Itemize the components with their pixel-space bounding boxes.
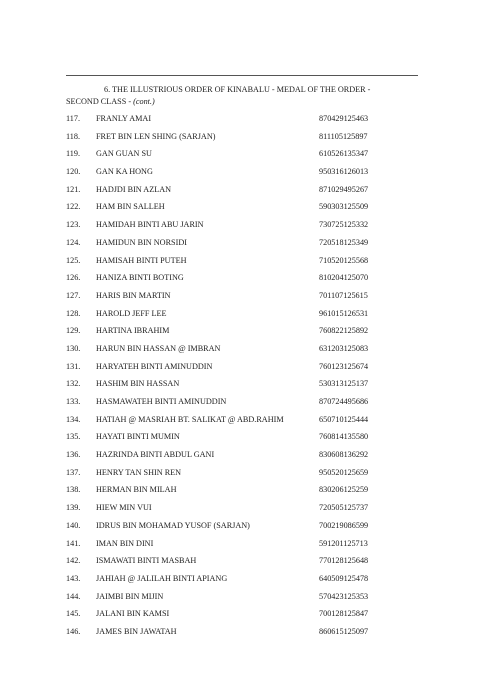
entry-number: 122. [66,202,81,212]
entry-number: 130. [66,343,81,353]
recipient-name: JAIMBI BIN MIJIN [96,591,164,601]
entry-number: 135. [66,432,81,442]
list-item [66,128,418,146]
list-item [66,322,418,340]
ic-number: 871029495267 [319,184,369,194]
recipient-name: FRET BIN LEN SHING (SARJAN) [96,131,216,141]
heading-line-2 [66,96,418,108]
recipient-name: ISMAWATI BINTI MASBAH [96,556,197,566]
recipient-name: HADJDI BIN AZLAN [96,184,172,194]
recipient-name: GAN KA HONG [96,167,153,177]
list-item [66,552,418,570]
recipient-name: IDRUS BIN MOHAMAD YUSOF (SARJAN) [96,520,250,530]
entry-number: 141. [66,538,81,548]
heading-line-2-text: SECOND CLASS - [66,97,134,106]
entry-number: 127. [66,290,81,300]
recipient-name: GAN GUAN SU [96,149,152,159]
ic-number: 870429125463 [319,114,369,123]
recipient-name: JAHIAH @ JALILAH BINTI APIANG [96,573,228,583]
ic-number: 810204125070 [319,273,369,283]
list-item [66,375,418,393]
recipient-name: HANIZA BINTI BOTING [96,273,184,283]
entry-number: 128. [66,308,81,318]
ic-number: 701107125615 [319,290,368,300]
ic-number: 760814135580 [319,432,369,442]
recipient-name: HARYATEH BINTI AMINUDDIN [96,361,213,371]
list-item [66,446,418,464]
recipient-name: HARIS BIN MARTIN [96,290,171,300]
list-item [66,481,418,499]
recipient-list [66,110,418,641]
heading-line-1: 6. THE ILLUSTRIOUS ORDER OF KINABALU - MEDAL OF THE ORDER - [104,85,371,94]
recipient-name: FRANLY AMAI [96,114,152,123]
ic-number: 950520125659 [319,467,369,477]
ic-number: 730725125332 [319,220,369,230]
entry-number: 137. [66,467,81,477]
ic-number: 640509125478 [319,573,369,583]
entry-number: 120. [66,167,81,177]
list-item [66,623,418,641]
recipient-name: HAZRINDA BINTI ABDUL GANI [96,450,215,460]
recipient-name: HASMAWATEH BINTI AMINUDDIN [96,397,227,406]
list-item [66,181,418,199]
ic-number: 720505125737 [319,503,369,513]
recipient-name: HAMIDUN BIN NORSIDI [96,237,187,247]
recipient-name: HAMISAH BINTI PUTEH [96,255,187,265]
ic-number: 830206125259 [319,485,369,495]
ic-number: 770128125648 [319,556,369,566]
ic-number: 870724495686 [319,397,369,406]
continued-label: (cont.) [133,97,155,106]
recipient-name: HARUN BIN HASSAN @ IMBRAN [96,343,221,353]
ic-number: 610526135347 [319,149,369,159]
section-heading [66,84,418,108]
list-item [66,499,418,517]
list-item [66,535,418,553]
ic-number: 700219086599 [319,520,369,530]
list-item [66,428,418,446]
ic-number: 570423125353 [319,591,369,601]
entry-number: 119. [66,149,81,159]
list-item [66,110,418,128]
recipient-name: HIEW MIN VUI [96,503,152,513]
list-item [66,517,418,535]
list-item [66,588,418,606]
list-item [66,340,418,358]
list-item [66,411,418,429]
ic-number: 860615125097 [319,626,369,636]
entry-number: 126. [66,273,81,283]
ic-number: 530313125137 [319,379,369,389]
recipient-name: HARTINA IBRAHIM [96,326,170,336]
ic-number: 811105125897 [319,131,368,141]
entry-number: 139. [66,503,81,513]
recipient-name: HAMIDAH BINTI ABU JARIN [96,220,204,230]
recipient-name: HAYATI BINTI MUMIN [96,432,180,442]
recipient-name: HERMAN BIN MILAH [96,485,177,495]
entry-number: 143. [66,573,81,583]
entry-number: 117. [66,114,81,123]
entry-number: 132. [66,379,81,389]
recipient-name: HAM BIN SALLEH [96,202,165,212]
list-item [66,163,418,181]
recipient-name: JAMES BIN JAWATAH [96,626,177,636]
ic-number: 650710125444 [319,414,369,424]
list-item [66,287,418,305]
ic-number: 760822125892 [319,326,369,336]
entry-number: 133. [66,397,81,406]
recipient-name: HAROLD JEFF LEE [96,308,167,318]
list-item [66,464,418,482]
entry-number: 142. [66,556,81,566]
list-item [66,305,418,323]
ic-number: 720518125349 [319,237,369,247]
recipient-name: IMAN BIN DINI [96,538,154,548]
list-item [66,269,418,287]
entry-number: 134. [66,414,81,424]
entry-number: 138. [66,485,81,495]
ic-number: 631203125083 [319,343,369,353]
list-item [66,216,418,234]
entry-number: 140. [66,520,81,530]
list-item [66,358,418,376]
ic-number: 700128125847 [319,609,369,619]
entry-number: 121. [66,184,81,194]
list-item [66,252,418,270]
list-item [66,234,418,252]
entry-number: 129. [66,326,81,336]
entry-number: 124. [66,237,81,247]
recipient-name: HENRY TAN SHIN REN [96,467,182,477]
entry-number: 145. [66,609,81,619]
ic-number: 830608136292 [319,450,369,460]
entry-number: 118. [66,131,81,141]
ic-number: 590303125509 [319,202,369,212]
header-rule [66,75,418,76]
entry-number: 144. [66,591,81,601]
ic-number: 760123125674 [319,361,369,371]
list-item [66,198,418,216]
ic-number: 961015126531 [319,308,369,318]
entry-number: 136. [66,450,81,460]
recipient-name: HATIAH @ MASRIAH BT. SALIKAT @ ABD.RAHIM [96,414,284,424]
ic-number: 950316126013 [319,167,369,177]
list-item [66,393,418,411]
entry-number: 131. [66,361,81,371]
list-item [66,570,418,588]
ic-number: 710520125568 [319,255,369,265]
list-item [66,145,418,163]
list-item [66,605,418,623]
entry-number: 123. [66,220,81,230]
recipient-name: HASHIM BIN HASSAN [96,379,180,389]
recipient-name: JALANI BIN KAMSI [96,609,170,619]
entry-number: 125. [66,255,81,265]
ic-number: 591201125713 [319,538,368,548]
entry-number: 146. [66,626,81,636]
